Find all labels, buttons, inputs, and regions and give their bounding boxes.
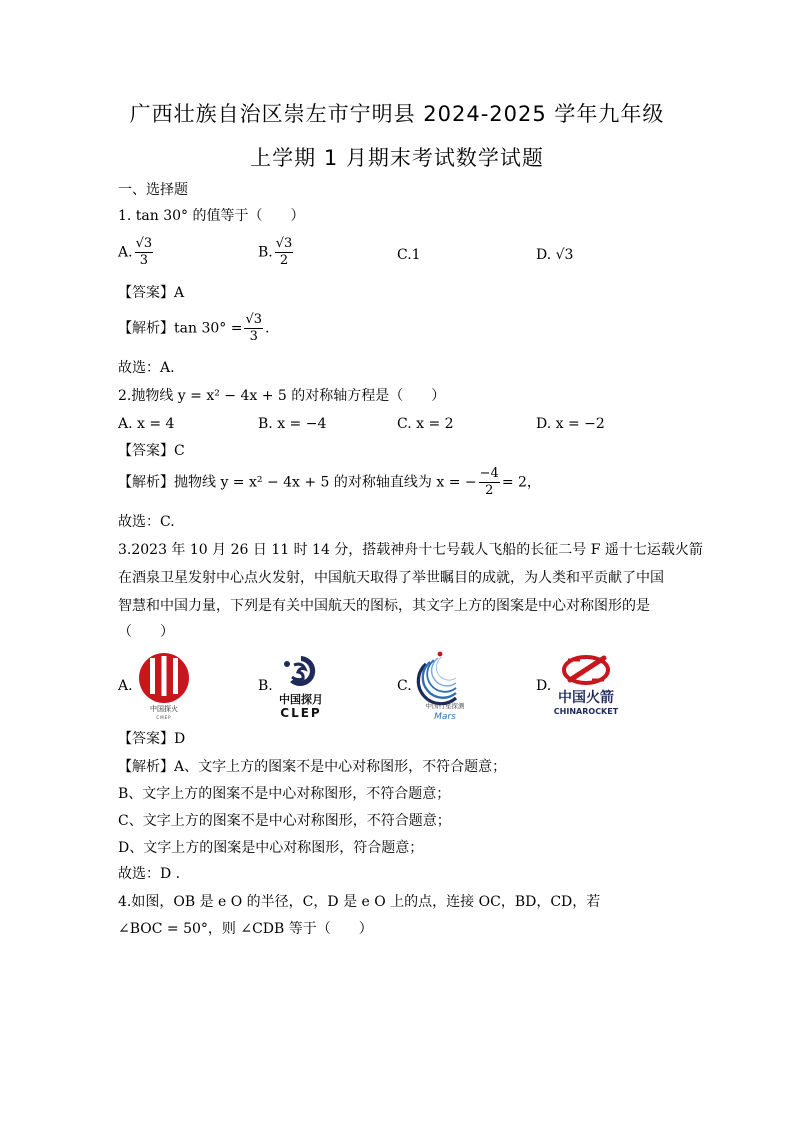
q1-option-b [258, 236, 295, 269]
q1-a-denominator: 3 [139, 253, 148, 268]
q3-conclusion: 故选：D . [118, 866, 181, 882]
q2-option-c: C. x = 2 [397, 416, 454, 432]
q1-option-a-fraction [135, 236, 154, 269]
cmep-logo-text: 中国探火 [150, 705, 178, 713]
q1-stem: 1. tan 30° 的值等于（ ） [118, 208, 305, 224]
q3-analysis-c: C、文字上方的图案不是中心对称图形，不符合题意； [118, 813, 451, 829]
q1-analysis-expression: tan 30° = [174, 320, 243, 337]
q3-stem-line-3: 智慧和中国力量，下列是有关中国航天的图标，其文字上方的图案是中心对称图形的是 [118, 598, 650, 614]
cmep-logo-subtext: CMEP [156, 715, 172, 720]
q3-stem-line-1: 3.2023 年 10 月 26 日 11 时 14 分，搭载神舟十七号载人飞船的长征二号 F 遥十七运载火箭 [118, 542, 703, 558]
q1-analysis-numerator: √3 [245, 312, 262, 327]
q3-option-d-label: D. [536, 678, 552, 694]
exam-title-line-2: 上学期 1 月期末考试数学试题 [250, 146, 544, 170]
q1-conclusion: 故选：A. [118, 360, 175, 376]
q1-analysis-end: . [265, 320, 270, 337]
mars-logo-text: 中国行星探测 [425, 702, 465, 710]
section-heading: 一、选择题 [118, 182, 188, 198]
q2-analysis-denominator: 2 [485, 483, 494, 498]
q3-option-a-label: A. [118, 678, 133, 694]
q1-option-b-fraction [275, 236, 294, 269]
clep-logo-icon [270, 650, 332, 720]
clep-logo-subtext: CLEP [280, 706, 322, 720]
q2-analysis-suffix: = 2， [501, 474, 541, 491]
q1-analysis-label: 【解析】 [118, 320, 174, 337]
q2-analysis-prefix: 【解析】抛物线 y = x² − 4x + 5 的对称轴直线为 x = − [118, 474, 477, 491]
q2-conclusion: 故选：C. [118, 514, 175, 530]
q3-option-c-label: C. [397, 678, 412, 694]
q3-answer: 【答案】D [118, 731, 186, 747]
cmep-logo-icon [132, 650, 196, 720]
q2-analysis-fraction [479, 466, 500, 499]
clep-logo-text: 中国探月 [279, 693, 323, 706]
q1-a-numerator: √3 [135, 236, 153, 251]
q1-analysis-fraction [244, 312, 263, 345]
q2-stem: 2.抛物线 y = x² − 4x + 5 的对称轴方程是（ ） [118, 388, 446, 404]
q3-analysis-b: B、文字上方的图案不是中心对称图形，不符合题意； [118, 786, 451, 802]
q3-stem-line-4: （ ） [118, 624, 174, 640]
q2-answer: 【答案】C [118, 443, 185, 459]
q1-option-c: C.1 [397, 247, 421, 263]
q1-option-a-label: A. [118, 244, 133, 261]
q2-option-b: B. x = −4 [258, 416, 327, 432]
q2-analysis [118, 466, 541, 499]
q3-stem-line-2: 在酒泉卫星发射中心点火发射，中国航天取得了举世瞩目的成就，为人类和平贡献了中国 [118, 570, 664, 586]
q2-option-d: D. x = −2 [536, 416, 605, 432]
q1-b-denominator: 2 [279, 253, 289, 268]
q1-analysis-denominator: 3 [249, 329, 258, 344]
q2-option-a: A. x = 4 [118, 416, 175, 432]
mars-logo-icon [412, 648, 478, 722]
chinarocket-logo-subtext: CHINAROCKET [553, 707, 619, 716]
q1-option-a [118, 236, 155, 269]
q1-analysis [118, 312, 269, 345]
q1-option-b-label: B. [258, 244, 273, 261]
mars-logo-subtext: Mars [434, 712, 456, 722]
chinarocket-logo-text: 中国火箭 [558, 690, 614, 706]
q4-stem-line-2: ∠BOC = 50°，则 ∠CDB 等于（ ） [118, 921, 373, 937]
exam-title-line-1: 广西壮族自治区崇左市宁明县 2024-2025 学年九年级 [129, 102, 665, 126]
q3-option-b-label: B. [258, 678, 273, 694]
q4-stem-line-1: 4.如图，OB 是 e O 的半径，C，D 是 e O 上的点，连接 OC，BD，CD，若 [118, 894, 601, 910]
chinarocket-logo-icon [546, 652, 626, 720]
q1-b-numerator: √3 [275, 236, 293, 251]
q2-analysis-numerator: −4 [479, 466, 499, 481]
q1-option-d: D. √3 [536, 247, 574, 263]
q1-answer: 【答案】A [118, 285, 185, 301]
q3-analysis-a: 【解析】A、文字上方的图案不是中心对称图形，不符合题意； [118, 759, 507, 775]
q3-analysis-d: D、文字上方的图案是中心对称图形，符合题意； [118, 840, 424, 856]
